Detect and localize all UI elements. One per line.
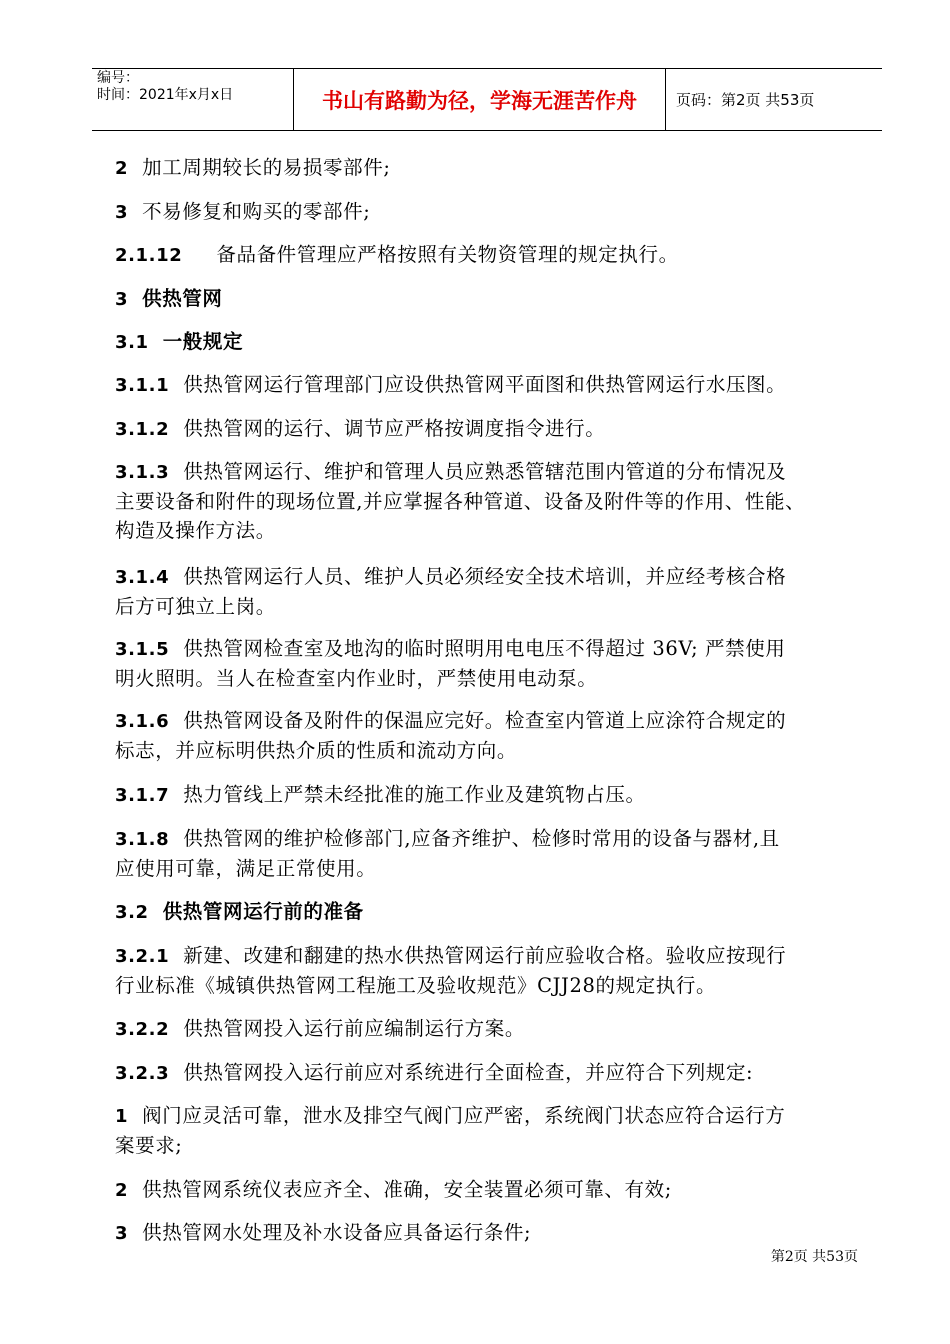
clause: 3.1.5 供热管网检查室及地沟的临时照明用电电压不得超过 36V; 严禁使用 明火照明。当人在检查室内作业时，严禁使用电动泵。 (115, 637, 786, 690)
clause: 3.1.6 供热管网设备及附件的保温应完好。检查室内管道上应涂符合规定的 标志，并应标明供热介质的性质和流动方向。 (115, 709, 787, 762)
header-time: 时间：2021年x月x日 (97, 87, 234, 103)
list-item: 3 供热管网水处理及补水设备应具备运行条件; (115, 1221, 532, 1244)
clause: 3.1.7 热力管线上严禁未经批准的施工作业及建筑物占压。 (115, 783, 646, 806)
list-item: 2 加工周期较长的易损零部件; (115, 156, 391, 179)
section-heading: 3.1 一般规定 (115, 330, 244, 353)
clause: 3.1.3 供热管网运行、维护和管理人员应熟悉管辖范围内管道的分布情况及 主要设备和附件的现场位置,并应掌握各种管道、设备及附件等的作用、性能、 构造及操作方法。 (115, 460, 806, 542)
header-motto: 书山有路勤为径，学海无涯苦作舟 (322, 88, 637, 113)
section-heading: 3.2 供热管网运行前的准备 (115, 900, 364, 923)
list-item: 3 不易修复和购买的零部件; (115, 200, 371, 223)
clause: 3.1.8 供热管网的维护检修部门,应备齐维护、检修时常用的设备与器材,且 应使用可靠，满足正常使用。 (115, 827, 780, 880)
header-divider (665, 69, 666, 130)
list-item: 1 阀门应灵活可靠，泄水及排空气阀门应严密，系统阀门状态应符合运行方 案要求; (115, 1104, 786, 1157)
header-page-number: 页码：第2页 共53页 (676, 91, 815, 109)
clause: 3.1.1 供热管网运行管理部门应设供热管网平面图和供热管网运行水压图。 (115, 373, 787, 396)
header-code: 编号： (97, 70, 139, 86)
list-item: 2 供热管网系统仪表应齐全、准确，安全装置必须可靠、有效; (115, 1178, 672, 1201)
section-heading: 3 供热管网 (115, 287, 223, 310)
header-meta (97, 70, 292, 104)
page-header (92, 68, 882, 131)
clause: 3.2.2 供热管网投入运行前应编制运行方案。 (115, 1017, 525, 1040)
clause: 3.2.1 新建、改建和翻建的热水供热管网运行前应验收合格。验收应按现行 行业标准《城镇供热管网工程施工及验收规范》CJJ28的规定执行。 (115, 944, 787, 997)
page-footer: 第2页 共53页 (770, 1249, 858, 1265)
clause: 3.1.4 供热管网运行人员、维护人员必须经安全技术培训，并应经考核合格 后方可独立上岗。 (115, 565, 787, 618)
clause: 3.2.3 供热管网投入运行前应对系统进行全面检查，并应符合下列规定: (115, 1061, 754, 1084)
clause: 3.1.2 供热管网的运行、调节应严格按调度指令进行。 (115, 417, 606, 440)
clause: 2.1.12 备品备件管理应严格按照有关物资管理的规定执行。 (115, 243, 679, 266)
